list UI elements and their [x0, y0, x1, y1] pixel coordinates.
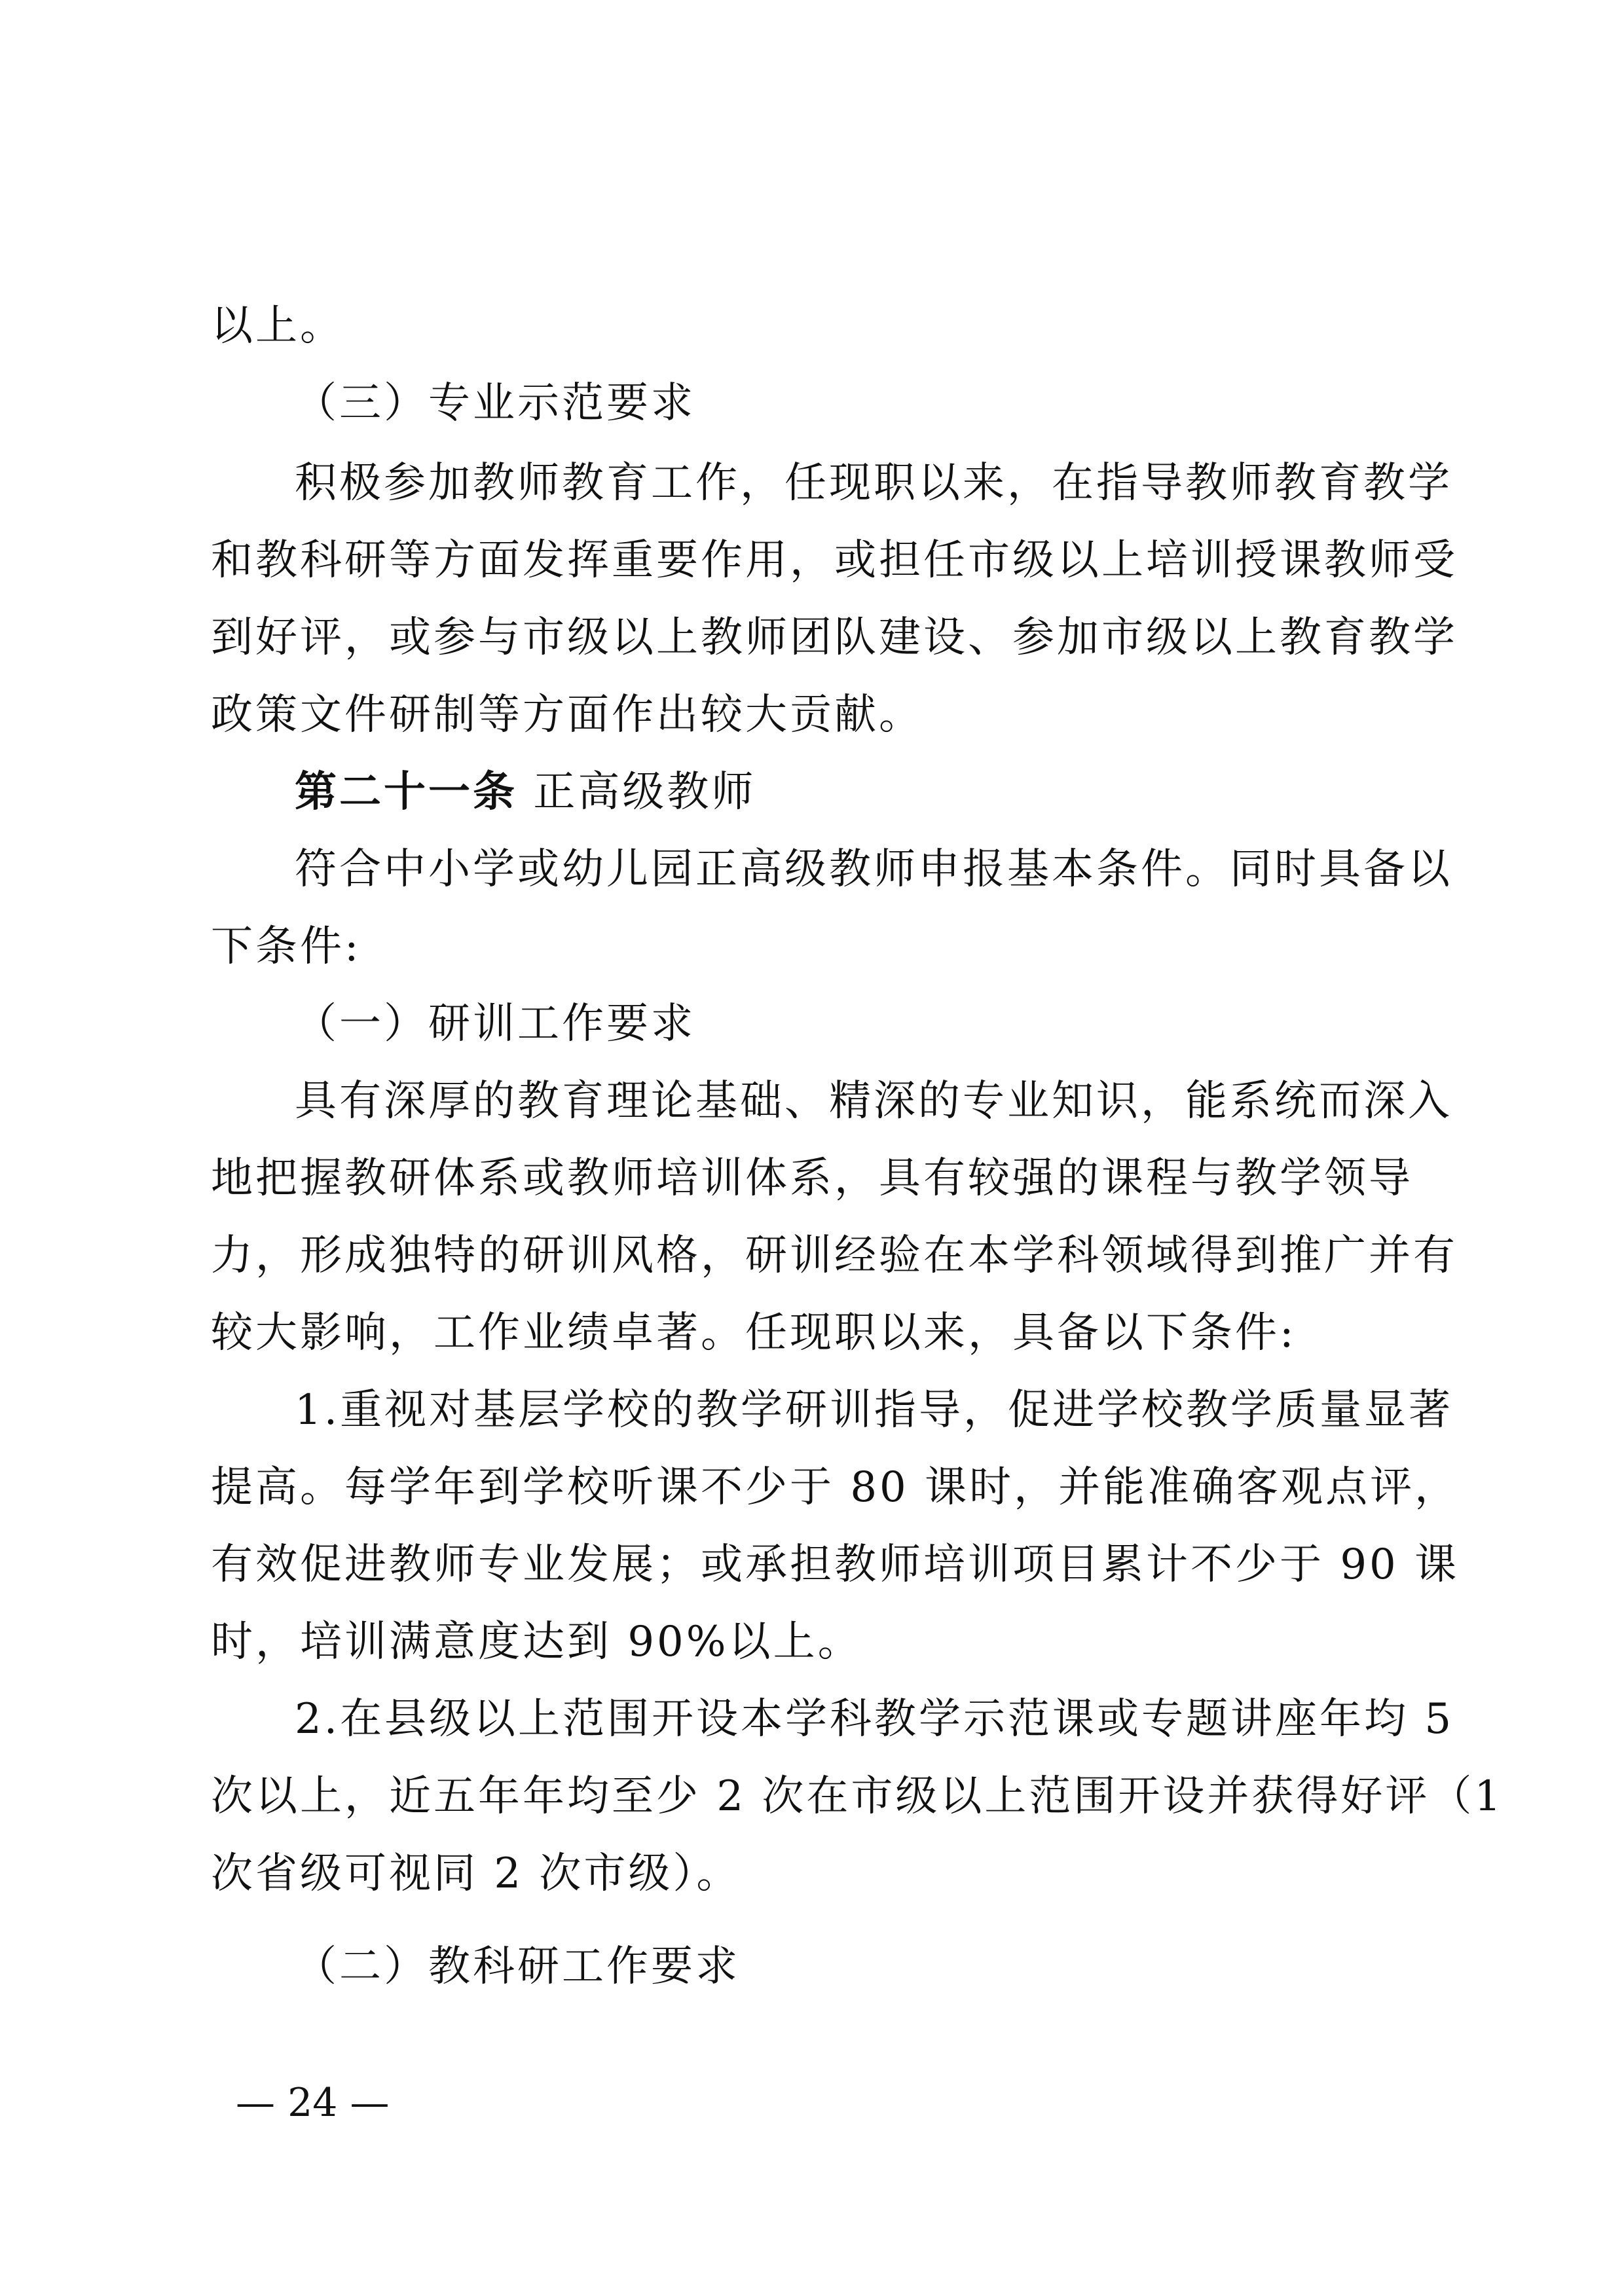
paragraph-line: 提高。每学年到学校听课不少于 80 课时，并能准确客观点评， [211, 1463, 1460, 1512]
paragraph-line: 到好评，或参与市级以上教师团队建设、参加市级以上教育教学 [211, 613, 1458, 662]
paragraph-line: 力，形成独特的研训风格，研训经验在本学科领域得到推广并有 [211, 1231, 1458, 1280]
article-number: 第二十一条 [295, 768, 517, 816]
paragraph-line: 以上。 [211, 302, 344, 350]
article-heading [295, 766, 1416, 818]
paragraph-line: 符合中小学或幼儿园正高级教师申报基本条件。同时具备以 [295, 845, 1452, 894]
paragraph-line: 1.重视对基层学校的教学研训指导，促进学校教学质量显著 [295, 1386, 1454, 1434]
paragraph-line: 2.在县级以上范围开设本学科教学示范课或专题讲座年均 5 [295, 1695, 1454, 1743]
section-heading: （三）专业示范要求 [295, 379, 695, 428]
paragraph-line: 次省级可视同 2 次市级）。 [211, 1850, 741, 1898]
section-heading: （二）教科研工作要求 [295, 1942, 740, 1991]
article-title: 正高级教师 [533, 768, 756, 816]
paragraph-line: 时，培训满意度达到 90%以上。 [211, 1618, 862, 1666]
paragraph-line: 较大影响，工作业绩卓著。任现职以来，具备以下条件: [211, 1309, 1297, 1357]
paragraph-line: 地把握教研体系或教师培训体系，具有较强的课程与教学领导 [211, 1154, 1413, 1203]
paragraph-line: 次以上，近五年年均至少 2 次在市级以上范围开设并获得好评（1 [211, 1772, 1504, 1821]
paragraph-line: 有效促进教师专业发展；或承担教师培训项目累计不少于 90 课 [211, 1540, 1460, 1589]
section-heading: （一）研训工作要求 [295, 1000, 695, 1048]
paragraph-line: 积极参加教师教育工作，任现职以来，在指导教师教育教学 [295, 459, 1452, 507]
page-number: — 24 — [236, 2080, 390, 2126]
paragraph-line: 具有深厚的教育理论基础、精深的专业知识，能系统而深入 [295, 1077, 1452, 1125]
paragraph-line: 政策文件研制等方面作出较大贡献。 [211, 691, 923, 739]
paragraph-line: 下条件: [211, 922, 361, 971]
paragraph-line: 和教科研等方面发挥重要作用，或担任市级以上培训授课教师受 [211, 536, 1458, 585]
